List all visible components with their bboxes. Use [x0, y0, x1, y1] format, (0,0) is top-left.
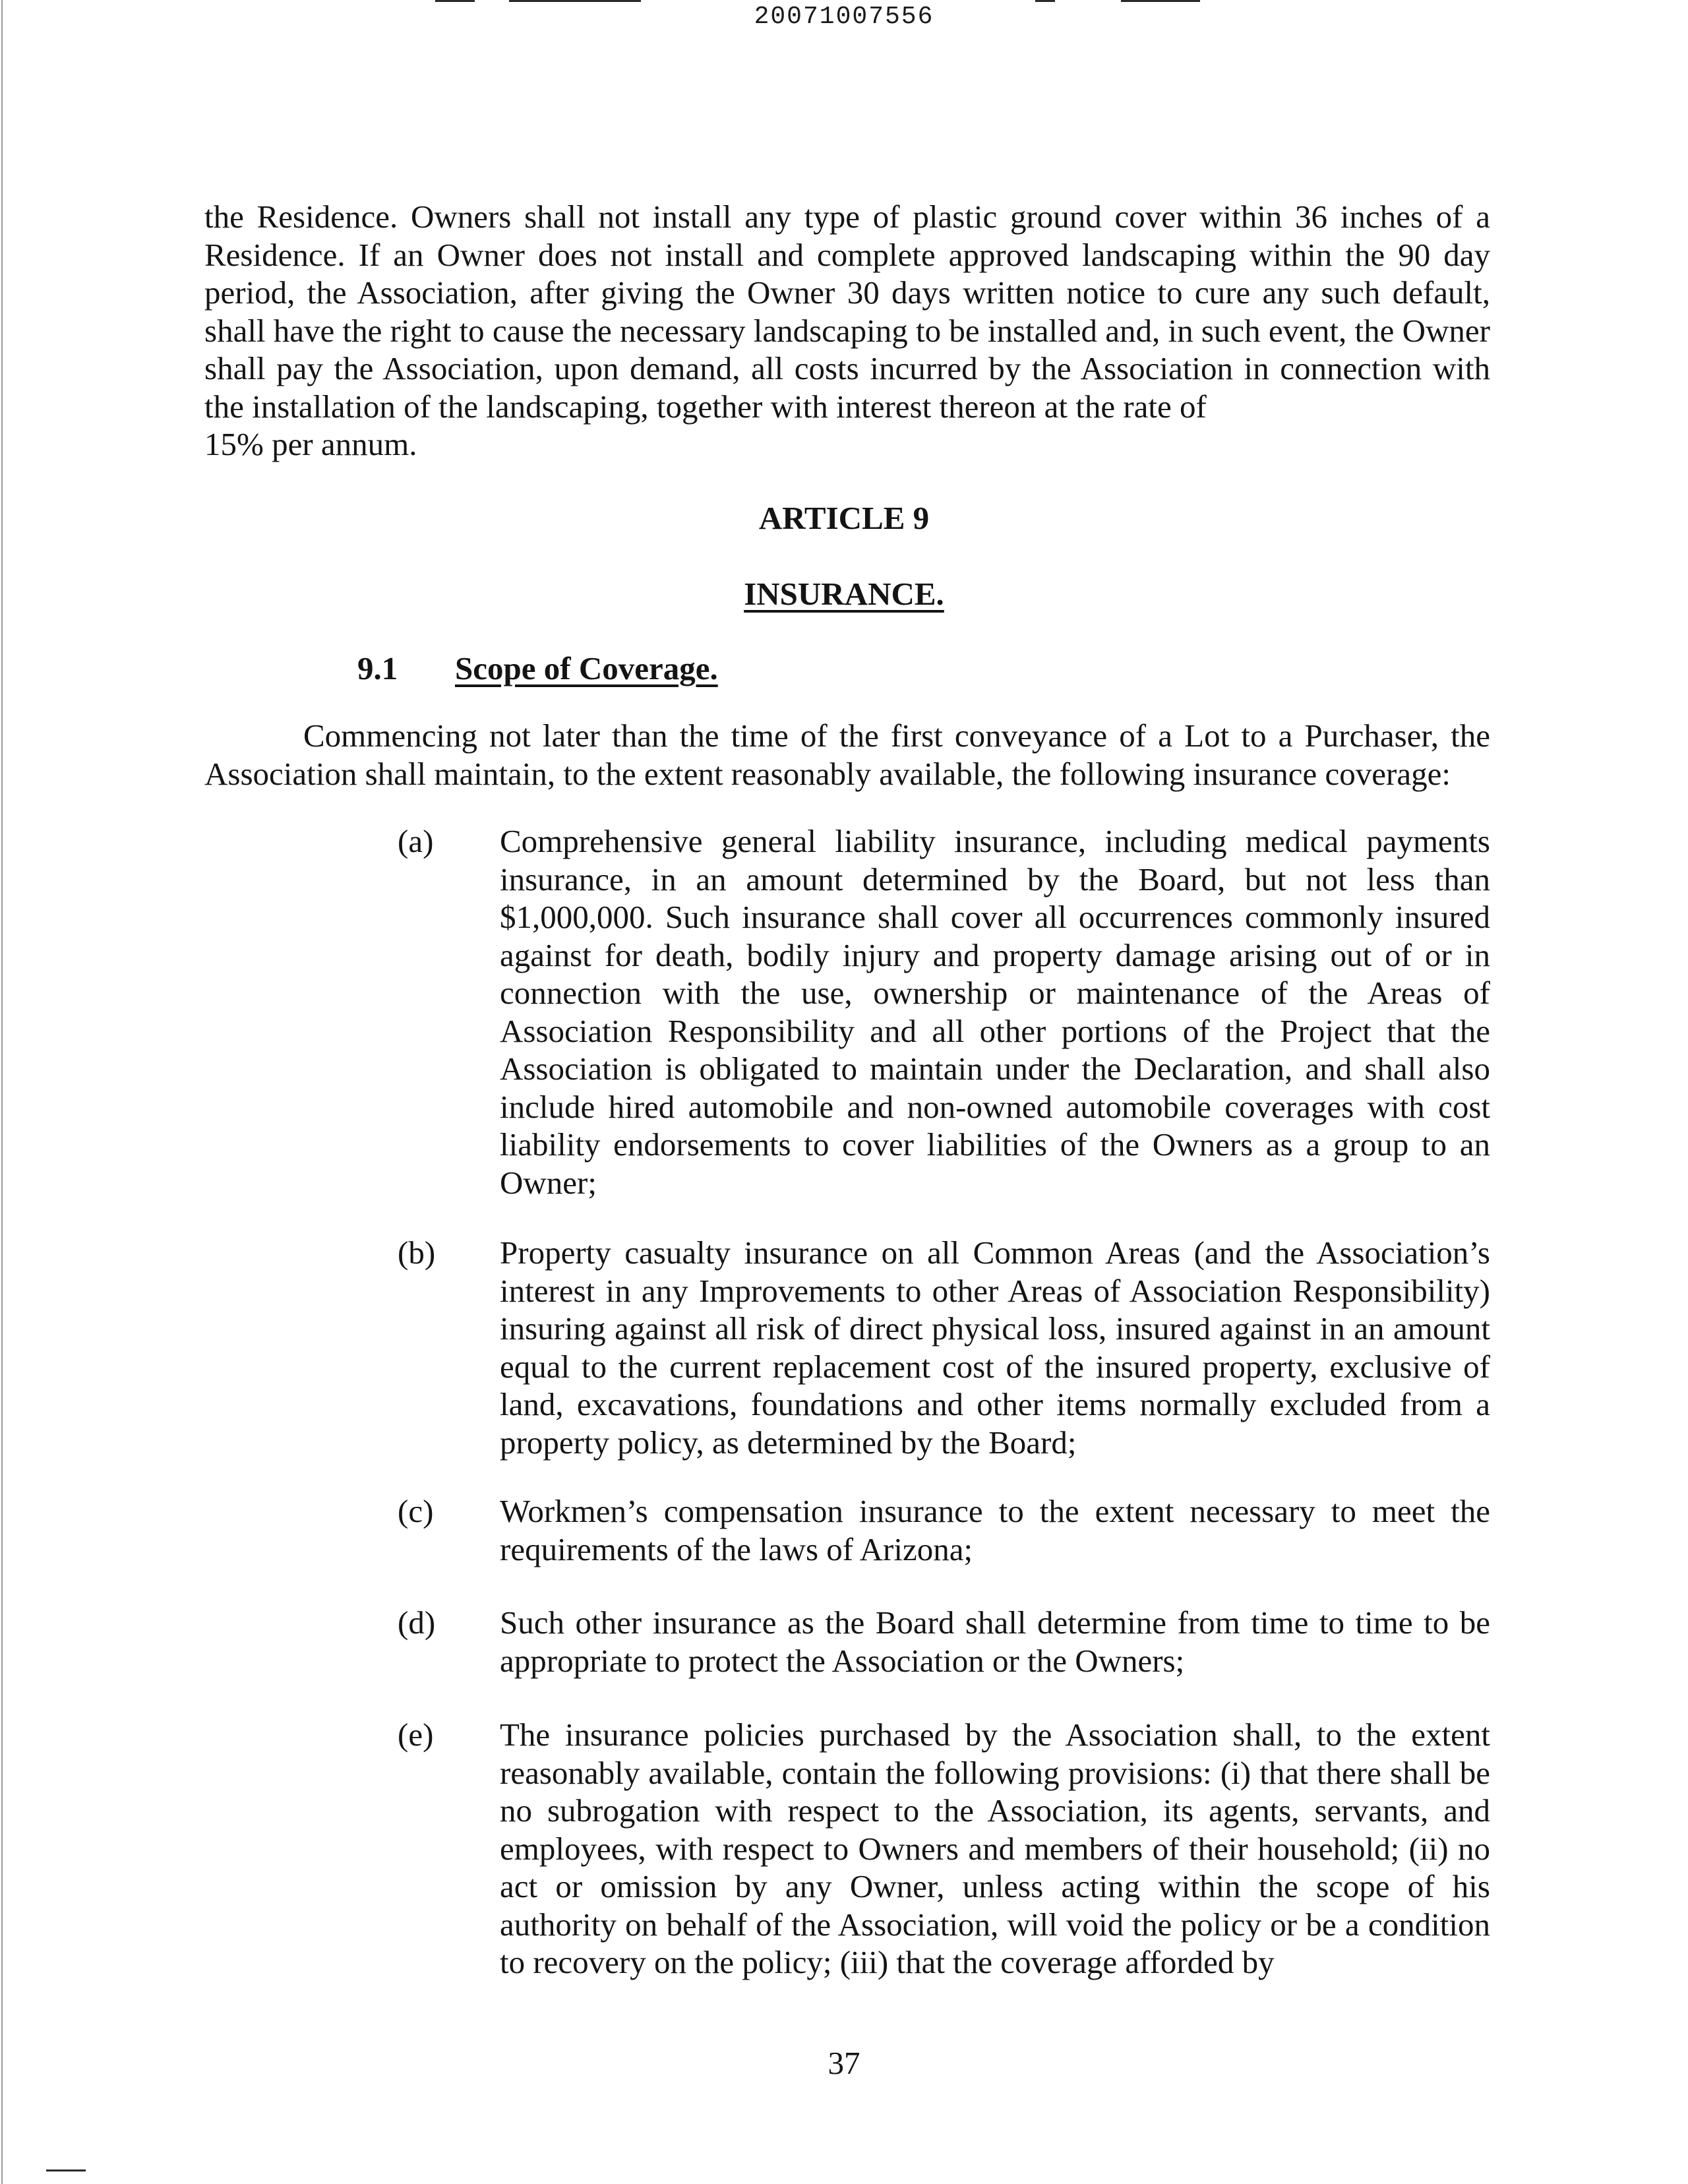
- article-heading: ARTICLE 9: [758, 500, 930, 536]
- scan-mark-left-edge: [1, 0, 3, 2184]
- item-label-a: (a): [398, 823, 434, 859]
- scan-mark-top-1: [435, 0, 475, 2]
- item-text-a: Comprehensive general liability insurance, including medical payments insurance, in an amount determined by the Board, but not less than $1,000,000. Such insurance shall cover all occurrences commonly insured against for death, bodily injury and property damage arising out of or in connection with the use, ownership or maintenance of the Areas of Association Responsibility and all other portions of the Project that the Association is obligated to maintain under the Declaration, and shall also include hired automobile and non-owned automobile coverages with cost liability endorsements to cover liabilities of the Owners as a group to an Owner;: [500, 823, 1490, 1201]
- article-title: [0, 575, 1688, 613]
- item-text-b: Property casualty insurance on all Common Areas (and the Association’s interest in any Improvements to other Areas of Association Responsibility) insuring against all risk of direct physical loss, insured against in an amount equal to the current replacement cost of the insured property, exclusive of land, excavations, foundations and other items normally excluded from a property policy, as determined by the Board;: [500, 1234, 1490, 1461]
- item-text-d: Such other insurance as the Board shall determine from time to time to be appropriate to protect the Association or the Owners;: [500, 1604, 1490, 1679]
- section-number: 9.1: [357, 650, 398, 686]
- scan-mark-top-2: [509, 0, 641, 2]
- item-label-d: (d): [398, 1604, 436, 1641]
- scan-mark-top-4: [1121, 0, 1200, 2]
- intro-paragraph: Commencing not later than the time of the first conveyance of a Lot to a Purchaser, the Association shall maintain, to the extent reasonably available, the following insurance coverage:: [204, 717, 1490, 792]
- article-title-text: INSURANCE.: [744, 576, 944, 612]
- continuation-paragraph: [204, 198, 1490, 464]
- page-number: 37: [828, 2045, 860, 2081]
- item-text-e: The insurance policies purchased by the Association shall, to the extent reasonably available, contain the following provisions: (i) that there shall be no subrogation with respect to the Association, its agents, servants, and employees, with respect to Owners and members of their household; (ii) no act or omission by any Owner, unless acting within the scope of his authority on behalf of the Association, will void the policy or be a condition to recovery on the policy; (iii) that the coverage afforded by: [500, 1716, 1490, 1980]
- section-title: Scope of Coverage.: [455, 650, 718, 686]
- continuation-text: the Residence. Owners shall not install any type of plastic ground cover within 36 inches of a Residence. If an Owner does not install and complete approved landscaping within the 90 day period, the Association, after giving the Owner 30 days written notice to cure any such default, shall have the right to cause the necessary landscaping to be installed and, in such event, the Owner shall pay the Association, upon demand, all costs incurred by the Association in connection with the installation of the landscaping, together with interest thereon at the rate of: [204, 198, 1490, 425]
- item-text-c: Workmen’s compensation insurance to the extent necessary to meet the requirements of the laws of Arizona;: [500, 1493, 1490, 1567]
- item-label-c: (c): [398, 1493, 434, 1529]
- item-label-e: (e): [398, 1716, 434, 1753]
- continuation-last-line: 15% per annum.: [204, 426, 417, 462]
- scan-mark-bottom: [46, 2169, 86, 2171]
- scan-mark-top-3: [1035, 0, 1055, 2]
- item-label-b: (b): [398, 1234, 436, 1271]
- recording-number: 20071007556: [754, 3, 934, 31]
